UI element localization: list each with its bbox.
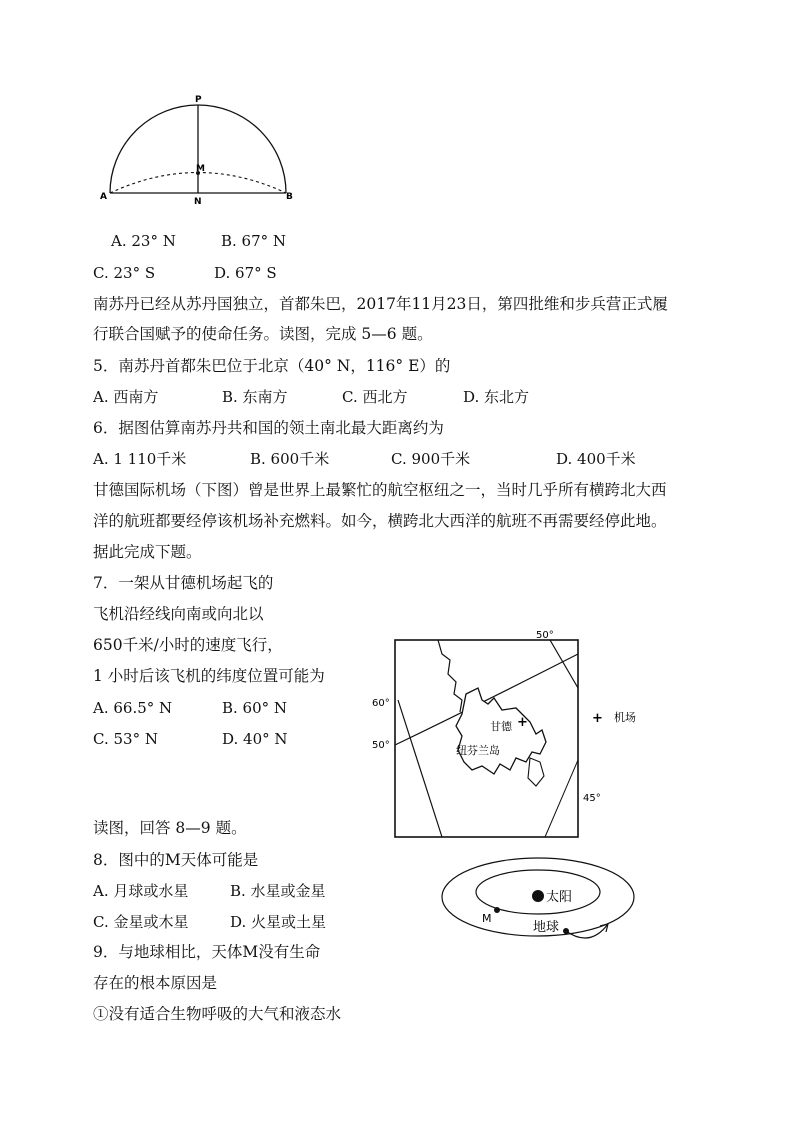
q6-option-c: C. 900千米 bbox=[391, 450, 471, 468]
q7-line4: 1 小时后该飞机的纬度位置可能为 bbox=[93, 667, 325, 685]
label-lat-50-top: 50° bbox=[536, 630, 554, 641]
q8-option-d: D. 火星或土星 bbox=[230, 913, 327, 931]
orbit-diagram bbox=[440, 852, 640, 952]
intro-7-line3: 据此完成下题。 bbox=[93, 543, 202, 561]
q7-option-d: D. 40° N bbox=[222, 730, 288, 748]
label-sun: 太阳 bbox=[546, 890, 573, 905]
q7-option-b: B. 60° N bbox=[222, 699, 288, 717]
intro-7-line1: 甘德国际机场（下图）曾是世界上最繁忙的航空枢纽之一，当时几乎所有横跨北大西 bbox=[93, 481, 667, 499]
hemisphere-diagram bbox=[100, 95, 310, 208]
label-gander: 甘德 bbox=[490, 720, 512, 733]
label-lat-45: 45° bbox=[583, 793, 601, 804]
q9-line1: 9．与地球相比，天体M没有生命 bbox=[93, 943, 321, 961]
q8-option-a: A. 月球或水星 bbox=[93, 882, 189, 900]
q6-stem: 6．据图估算南苏丹共和国的领土南北最大距离约为 bbox=[93, 419, 444, 437]
q4-option-d: D. 67° S bbox=[214, 264, 277, 282]
q5-option-b: B. 东南方 bbox=[222, 388, 288, 406]
q6-option-d: D. 400千米 bbox=[556, 450, 636, 468]
intro-8-9: 读图，回答 8—9 题。 bbox=[93, 819, 247, 837]
q7-option-c: C. 53° N bbox=[93, 730, 158, 748]
label-newfoundland: 纽芬兰岛 bbox=[456, 744, 500, 757]
label-m: M bbox=[196, 164, 205, 174]
legend-airport-symbol: + bbox=[592, 711, 603, 726]
legend-airport-label: 机场 bbox=[614, 711, 636, 724]
q8-option-c: C. 金星或木星 bbox=[93, 913, 189, 931]
q4-option-c: C. 23° S bbox=[93, 264, 156, 282]
label-lat-50-left: 50° bbox=[372, 740, 390, 751]
label-n: N bbox=[194, 197, 202, 207]
label-earth: 地球 bbox=[533, 920, 560, 935]
q6-option-b: B. 600千米 bbox=[250, 450, 330, 468]
q9-line2: 存在的根本原因是 bbox=[93, 974, 218, 992]
q5-option-d: D. 东北方 bbox=[463, 388, 530, 406]
q8-option-b: B. 水星或金星 bbox=[230, 882, 326, 900]
label-lon-60: 60° bbox=[372, 698, 390, 709]
q9-option-1: ①没有适合生物呼吸的大气和液态水 bbox=[93, 1005, 342, 1023]
q5-stem: 5．南苏丹首都朱巴位于北京（40° N，116° E）的 bbox=[93, 357, 451, 375]
q5-option-c: C. 西北方 bbox=[342, 388, 408, 406]
label-b: B bbox=[286, 192, 293, 202]
label-p: P bbox=[195, 95, 202, 105]
sun bbox=[532, 890, 544, 902]
airport-marker: + bbox=[517, 715, 528, 730]
q7-line1: 7．一架从甘德机场起飞的 bbox=[93, 574, 274, 592]
q4-option-b: B. 67° N bbox=[221, 232, 287, 250]
q5-option-a: A. 西南方 bbox=[93, 388, 159, 406]
q8-stem: 8．图中的M天体可能是 bbox=[93, 851, 259, 869]
intro-7-line2: 洋的航班都要经停该机场补充燃料。如今，横跨北大西洋的航班不再需要经停此地。 bbox=[93, 512, 667, 530]
newfoundland-map bbox=[370, 630, 670, 840]
label-a: A bbox=[100, 192, 107, 202]
planet-m bbox=[494, 907, 500, 913]
q7-line3: 650千米/小时的速度飞行， bbox=[93, 636, 283, 654]
q6-option-a: A. 1 110千米 bbox=[93, 450, 187, 468]
q7-option-a: A. 66.5° N bbox=[93, 699, 173, 717]
q4-option-a: A. 23° N bbox=[111, 232, 176, 250]
label-m: M bbox=[482, 912, 492, 925]
intro-5-6-line2: 行联合国赋予的使命任务。读图，完成 5—6 题。 bbox=[93, 325, 433, 343]
intro-5-6-line1: 南苏丹已经从苏丹国独立，首都朱巴，2017年11月23日，第四批维和步兵营正式履 bbox=[93, 295, 668, 313]
q7-line2: 飞机沿经线向南或向北以 bbox=[93, 605, 264, 623]
